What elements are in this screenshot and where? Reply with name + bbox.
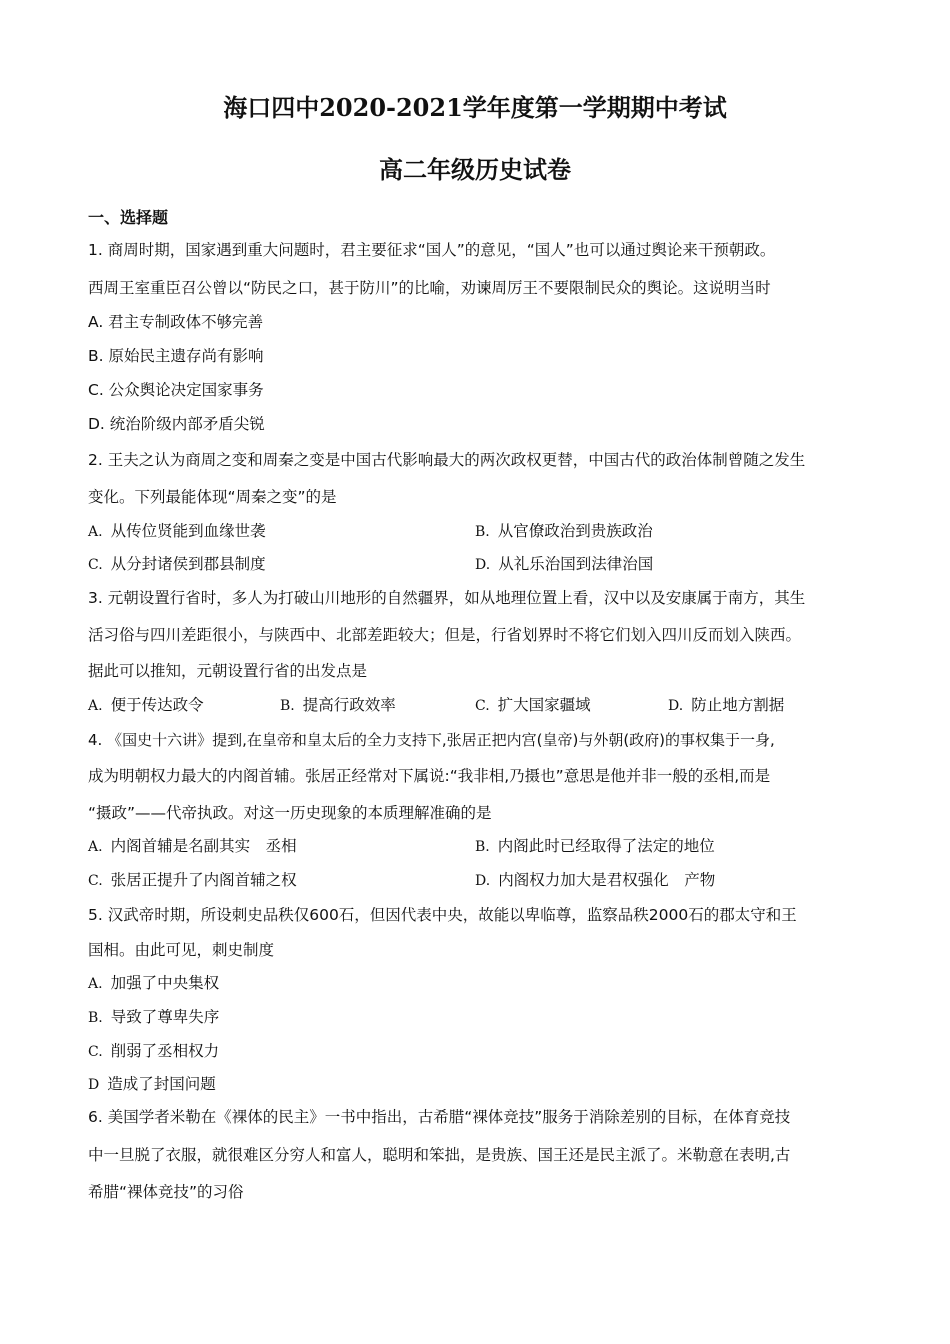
q3-option-c: C. 扩大国家疆域 [475, 696, 591, 714]
q3-stem-line2: 活习俗与四川差距很小，与陕西中、北部差距较大；但是，行省划界时不将它们划入四川反而划入陕西。 [88, 626, 802, 644]
q2-option-d: D. 从礼乐治国到法律治国 [475, 555, 654, 573]
q1-stem-line1: 1. 商周时期，国家遇到重大问题时，君主要征求“国人”的意见，“国人”也可以通过舆论来干预朝政。 [88, 241, 776, 259]
q4-stem-line2: 成为明朝权力最大的内阁首辅。张居正经常对下属说:“我非相,乃摄也”意思是他并非一般的丞相,而是 [88, 767, 771, 785]
q2-stem-line2: 变化。下列最能体现“周秦之变”的是 [88, 488, 337, 506]
q5-stem-line2: 国相。由此可见，刺史制度 [88, 941, 275, 959]
q1-stem-line2: 西周王室重臣召公曾以“防民之口，甚于防川”的比喻，劝谏周厉王不要限制民众的舆论。这说明当时 [88, 279, 771, 297]
q5-option-c: C. 削弱了丞相权力 [88, 1042, 220, 1060]
q5-option-a: A. 加强了中央集权 [88, 974, 220, 992]
page-title: 海口四中2020-2021学年度第一学期期中考试 [223, 93, 727, 122]
q2-option-a: A. 从传位贤能到血缘世袭 [88, 522, 266, 540]
q2-option-b: B. 从官僚政治到贵族政治 [475, 522, 653, 540]
q5-option-b: B. 导致了尊卑失序 [88, 1008, 220, 1026]
q2-option-c: C. 从分封诸侯到郡县制度 [88, 555, 266, 573]
q3-stem-line1: 3. 元朝设置行省时，多人为打破山川地形的自然疆界，如从地理位置上看，汉中以及安康属于南方，其生 [88, 589, 806, 607]
q2-stem-line1: 2. 王夫之认为商周之变和周秦之变是中国古代影响最大的两次政权更替，中国古代的政治体制曾随之发生 [88, 451, 806, 469]
q4-option-d: D. 内阁权力加大是君权强化 产物 [475, 871, 716, 889]
q4-stem-line1: 4. 《国史十六讲》提到,在皇帝和皇太后的全力支持下,张居正把内宫(皇帝)与外朝(政府)的事权集于一身, [88, 731, 775, 749]
q4-stem-line3: “摄政”——代帝执政。对这一历史现象的本质理解准确的是 [88, 804, 492, 822]
q6-stem-line3: 希腊“裸体竞技”的习俗 [88, 1183, 244, 1201]
q1-option-b: B. 原始民主遗存尚有影响 [88, 347, 264, 365]
q5-stem-line1: 5. 汉武帝时期，所设刺史品秩仅600石，但因代表中央，故能以卑临尊，监察品秩2000石的郡太守和王 [88, 906, 797, 924]
q6-stem-line2: 中一旦脱了衣服，就很难区分穷人和富人，聪明和笨拙，是贵族、国王还是民主派了。米勒意在表明,古 [88, 1146, 791, 1164]
q3-stem-line3: 据此可以推知，元朝设置行省的出发点是 [88, 662, 368, 680]
q4-option-a: A. 内阁首辅是名副其实 丞相 [88, 837, 297, 855]
q6-stem-line1: 6. 美国学者米勒在《裸体的民主》一书中指出，古希腊“裸体竞技”服务于消除差别的目标，在体育竞技 [88, 1108, 791, 1126]
page-subtitle: 高二年级历史试卷 [379, 155, 571, 184]
section-heading: 一、选择题 [88, 208, 169, 227]
q1-option-c: C. 公众舆论决定国家事务 [88, 381, 264, 399]
q3-option-d: D. 防止地方割据 [668, 696, 785, 714]
q3-option-a: A. 便于传达政令 [88, 696, 204, 714]
q3-option-b: B. 提高行政效率 [280, 696, 396, 714]
q1-option-d: D. 统治阶级内部矛盾尖锐 [88, 415, 265, 433]
q4-option-b: B. 内阁此时已经取得了法定的地位 [475, 837, 715, 855]
q4-option-c: C. 张居正提升了内阁首辅之权 [88, 871, 297, 889]
q5-option-d: D 造成了封国问题 [88, 1075, 216, 1093]
q1-option-a: A. 君主专制政体不够完善 [88, 313, 264, 331]
